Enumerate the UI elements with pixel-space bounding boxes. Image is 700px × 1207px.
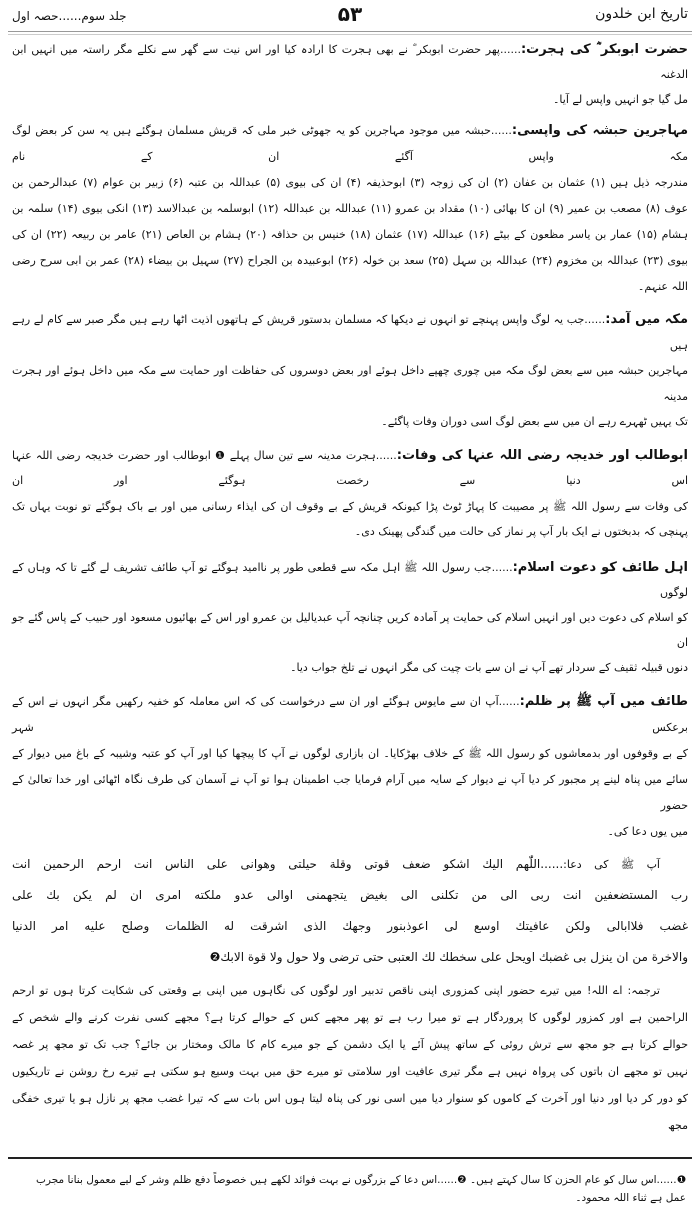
- volume-label: جلد سوم......حصہ اول: [12, 9, 127, 23]
- section-heading: طائف میں آپ ﷺ پر ظلم:: [519, 693, 689, 709]
- footnote-divider: [8, 1157, 692, 1159]
- text-line: ہشام (۱۵) عمار بن یاسر مظعون کے بیٹے (۱۶) عبداللہ (۱۷) عثمان (۱۸) خنیس بن حذافہ (۲۰) ہشام بن العاص (۲۱) عامر بن ربیعہ (۲۲) ان کی: [12, 228, 689, 241]
- text-line: ......حبشہ میں موجود مہاجرین کو یہ جھوٹی خبر ملی کہ قریش مسلمان ہوگئے ہیں یہ سن کر بعض لوگ مکہ واپس آگئے ان کے نام: [12, 124, 688, 163]
- text-line: کو اسلام کی دعوت دیں اور انہیں اسلام کی حمایت پر آمادہ کریں چنانچہ آپ عبدیالیل بن عمرو اور اس کے بھائیوں مسعود اور حبیب کے پاس گئے جو ان: [12, 610, 688, 649]
- footnotes: [12, 1171, 688, 1207]
- text-line: کے بے وقوفوں اور بدمعاشوں کو رسول اللہ ﷺ کے خلاف بھڑکایا۔ ان بازاری لوگوں نے آپ کا پیچھا کیا اور آپ کو عتبہ وشیبہ کے باغ میں دیوار کے: [12, 746, 688, 760]
- section-habsha-return: [12, 118, 688, 300]
- text-line: بیوی (۲۳) عبداللہ بن مخزوم (۲۴) عبداللہ بن سہل (۲۵) سعد بن خولہ (۲۶) ابوعبیدہ بن الجراح (۲۷) سہیل بن بیضاء (۲۸) عمر بن ابی سرح رضی اللہ عنہم۔: [12, 254, 688, 293]
- section-abubakr-hijrat: [12, 37, 688, 112]
- arabic-line: ......اللّٰھم الیك اشکو ضعف قوتی وقلة حیلتی وھوانی علی الناس انت ارحم الرحمین انت: [12, 856, 564, 871]
- footnote-2: ❷......اس دعا کے بزرگوں نے بہت فوائد لکھے ہیں خصوصاً دفع ظلم وشر کے لیے معمول بنانا مجرب عمل ہے ثناء اللہ محمود۔: [36, 1173, 686, 1204]
- text-line: عوف (۸) مصعب بن عمیر (۹) ان کا بھائی (۱۰) مقداد بن عمرو (۱۱) عبداللہ بن عبداللہ (۱۲) ابوسلمہ بن عبدالاسد (۱۳) انکی بیوی (۱۴) سلمہ بن: [12, 202, 689, 215]
- text-line: حوالے کرتا ہے جو مجھ سے ترش روئی کے ساتھ پیش آئے یا ایک دشمن کے جو میرے کام کا مالک ومختار بن جائے؟ جب تک تو مجھ پر غصہ: [12, 1037, 688, 1051]
- text-line: میں یوں دعا کی۔: [607, 824, 688, 838]
- section-translation: [12, 977, 688, 1139]
- text-line: ......آپ ان سے مایوس ہوگئے اور ان سے درخواست کی کہ اس معاملہ کو خفیہ رکھیں مگر انہوں نے اس کے برعکس شہر: [12, 694, 688, 734]
- text-line: مہاجرین حبشہ میں سے بعض لوگ مکہ میں چوری چھپے داخل ہوئے اور بعض دوسروں کی حفاظت اور حمایت سے مکہ میں داخل ہوئے اور ہجرت مدینہ: [12, 364, 688, 403]
- text-line: ......ہجرت مدینہ سے تین سال پہلے ❶ ابوطالب اور حضرت خدیجہ رضی اللہ عنہا اس دنیا سے رخصت ہوگئے اور ان: [12, 448, 688, 487]
- book-title: تاریخ ابن خلدون: [595, 6, 688, 22]
- section-heading: مہاجرین حبشہ کی واپسی:: [511, 123, 688, 138]
- text-line: ......جب یہ لوگ واپس پہنچے تو انہوں نے دیکھا کہ مسلمان بدستور قریش کے ہاتھوں اذیت اٹھا رہے ہیں مگر صبر سے کام لے رہے ہیں: [12, 313, 688, 352]
- section-abutalib-khadija: [12, 443, 688, 545]
- section-heading: ابوطالب اور خدیجہ رضی اللہ عنہا کی وفات:: [396, 447, 688, 463]
- arabic-line: والاخرة من ان ینزل بی غضبك اویحل علی سخطك لك العتبی حتی ترضی ولا حول ولا قوة الابك❷: [209, 949, 688, 964]
- text-line: تک یہیں ٹھہرے رہے ان میں سے بعض لوگ اسی دوران وفات پاگئے۔: [381, 415, 688, 428]
- section-heading: آپ ﷺ کی دعا:: [563, 857, 660, 871]
- text-line: مندرجہ ذیل ہیں (۱) عثمان بن عفان (۲) ان کی زوجہ (۳) ابوحذیفہ (۴) ان کی بیوی (۵) عبداللہ بن عتبہ (۶) زبیر بن عوام (۷) عبدالرحمن بن: [12, 176, 688, 189]
- text-line: پہنچی کہ بدبختوں نے ایک بار آپ پر نماز کی حالت میں گندگی پھینک دی۔: [354, 525, 688, 538]
- footnote-1: ❶......اس سال کو عام الحزن کا سال کہتے ہیں۔: [469, 1173, 686, 1186]
- text-line: کی وفات سے رسول اللہ ﷺ پر مصیبت کا پہاڑ ٹوٹ پڑا کیونکہ قریش کے بے وقوف ان کی ایذاء رسانی میں اور بے باک ہوگئے تو نوبت یہاں تک: [12, 499, 688, 513]
- text-line: نہیں تو مجھے ان باتوں کی پرواہ نہیں ہے مگر تیری عافیت اور سلامتی تو میرے حق میں بہت وسیع ہو سکتی ہے تیرے رخ روشن نے تاریکیوں: [12, 1064, 688, 1078]
- section-heading: مکہ میں آمد:: [605, 312, 689, 327]
- section-taif-dawah: [12, 555, 688, 680]
- section-heading: حضرت ابوبکر ؓ کی ہجرت:: [520, 42, 688, 57]
- arabic-line: رب المستضعفین انت ربی الی من تکلنی الی بغیض یتجھمنی اوالی عدو ملکته امری ان لم یکن بك علی: [12, 887, 688, 902]
- arabic-line: غضب فلاابالی ولکن عافیتك اوسع لی اعوذبنور وجھك الذی اشرقت له الظلمات وصلح علیه امر الدنیا: [12, 918, 688, 933]
- text-line: کو دور کر دیا اور دنیا اور آخرت کے کاموں کو سنوار دیا میں اسی نور کی پناہ لیتا ہوں اس بات سے کہ تیرا غضب مجھ پر نازل ہو یا تیری خفگی مجھ: [12, 1091, 688, 1132]
- text-line: ترجمہ: اے اللہ! میں تیرے حضور اپنی کمزوری اپنی ناقص تدبیر اور لوگوں کی نگاہوں میں اپنی بے وقعتی کی شکایت کرتا ہوں تو ارحم: [12, 983, 660, 997]
- section-heading: اہل طائف کو دعوت اسلام:: [512, 559, 688, 575]
- section-taif-persecution: [12, 689, 688, 845]
- text-line: ......جب رسول اللہ ﷺ اہل مکہ سے قطعی طور پر ناامید ہوگئے تو آپ طائف تشریف لے گئے تا کہ وہاں کے لوگوں: [12, 560, 688, 599]
- text-line: الراحمین ہے اور کمزور لوگوں کا پروردگار ہے تو میرا رب ہے تو پھر مجھے کس کے حوالے کرتا ہے؟ مجھے کسی نفرت کرنے والے شخص کے: [12, 1010, 688, 1024]
- text-line: سائے میں پناہ لینے پر مجبور کر دیا آپ نے دیوار کے سایہ میں آرام فرمایا جب اطمینان ہوا تو آپ نے آسمان کی طرف نگاہ اٹھائی اور خدا تعالیٰ کے حضور: [12, 772, 688, 812]
- section-dua: [12, 849, 688, 973]
- text-line: دنوں قبیلہ ثقیف کے سردار تھے آپ نے ان سے بات چیت کی مگر انہوں نے تلخ جواب دیا۔: [290, 660, 688, 674]
- section-makkah-arrival: [12, 307, 688, 435]
- text-line: ......پھر حضرت ابوبکر ؓ نے بھی ہجرت کا ارادہ کیا اور اس نیت سے گھر سے نکلے مگر راستہ میں انہیں ابن الدغنہ: [12, 43, 688, 81]
- page-number: ۵۳: [337, 2, 363, 26]
- text-line: مل گیا جو انہیں واپس لے آیا۔: [552, 93, 688, 106]
- header-divider: [8, 31, 692, 35]
- page-header: [12, 0, 688, 31]
